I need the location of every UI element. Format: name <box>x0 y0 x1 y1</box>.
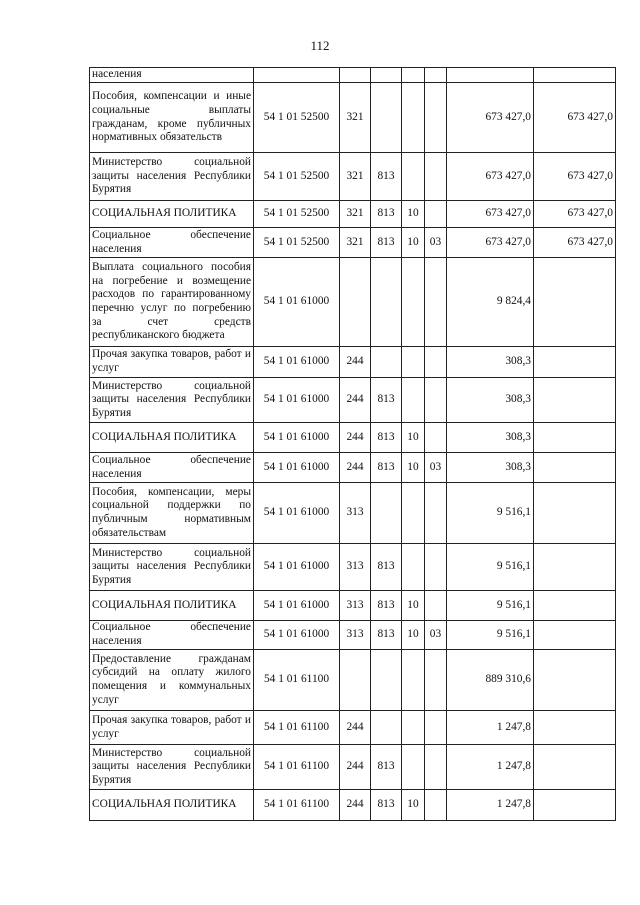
subsection-cell <box>425 483 447 544</box>
subsection-cell <box>425 258 447 347</box>
amount-cell: 889 310,6 <box>447 650 534 711</box>
expense-name-cell: Социальное обеспечение населения <box>90 228 254 258</box>
expense-name-cell: СОЦИАЛЬНАЯ ПОЛИТИКА <box>90 423 254 453</box>
target-article-code-cell: 54 1 01 61000 <box>254 423 340 453</box>
expense-type-cell: 244 <box>340 711 371 745</box>
ministry-code-cell: 813 <box>371 591 402 621</box>
expense-type-cell: 321 <box>340 228 371 258</box>
target-article-code-cell <box>254 68 340 83</box>
section-cell: 10 <box>402 790 425 821</box>
expense-type-cell: 244 <box>340 453 371 483</box>
subsection-cell <box>425 83 447 153</box>
target-article-code-cell: 54 1 01 61000 <box>254 591 340 621</box>
section-cell <box>402 711 425 745</box>
table-row <box>90 423 616 453</box>
amount-cell: 9 824,4 <box>447 258 534 347</box>
subsection-cell <box>425 591 447 621</box>
expense-type-cell: 313 <box>340 483 371 544</box>
expense-type-cell <box>340 650 371 711</box>
target-article-code-cell: 54 1 01 61000 <box>254 544 340 591</box>
target-article-code-cell: 54 1 01 52500 <box>254 201 340 228</box>
expense-type-cell: 313 <box>340 544 371 591</box>
subsection-cell <box>425 347 447 378</box>
amount-cell: 9 516,1 <box>447 483 534 544</box>
section-cell <box>402 650 425 711</box>
subsection-cell <box>425 790 447 821</box>
section-cell: 10 <box>402 591 425 621</box>
ministry-code-cell <box>371 483 402 544</box>
ministry-code-cell <box>371 68 402 83</box>
expense-type-cell: 321 <box>340 83 371 153</box>
target-article-code-cell: 54 1 01 61100 <box>254 745 340 790</box>
amount-2-cell: 673 427,0 <box>534 228 616 258</box>
amount-2-cell <box>534 621 616 650</box>
amount-cell: 1 247,8 <box>447 711 534 745</box>
expense-name-cell: Пособия, компенсации, меры социальной поддержки по публичным нормативным обязательствам <box>90 483 254 544</box>
amount-cell: 9 516,1 <box>447 591 534 621</box>
amount-cell: 673 427,0 <box>447 83 534 153</box>
section-cell <box>402 83 425 153</box>
table-row <box>90 745 616 790</box>
amount-cell: 1 247,8 <box>447 790 534 821</box>
expense-name-cell: Выплата социального пособия на погребение и возмещение расходов по гарантированному перечню услуг по погребению за счет средств республиканского бюджета <box>90 258 254 347</box>
section-cell: 10 <box>402 453 425 483</box>
amount-cell: 308,3 <box>447 378 534 423</box>
section-cell <box>402 378 425 423</box>
expense-name-cell: Пособия, компенсации и иные социальные выплаты гражданам, кроме публичных нормативных обязательств <box>90 83 254 153</box>
target-article-code-cell: 54 1 01 61000 <box>254 347 340 378</box>
expense-type-cell: 244 <box>340 378 371 423</box>
amount-cell <box>447 68 534 83</box>
target-article-code-cell: 54 1 01 61100 <box>254 711 340 745</box>
amount-2-cell <box>534 544 616 591</box>
expense-type-cell <box>340 68 371 83</box>
ministry-code-cell <box>371 347 402 378</box>
amount-2-cell: 673 427,0 <box>534 201 616 228</box>
ministry-code-cell <box>371 258 402 347</box>
ministry-code-cell: 813 <box>371 621 402 650</box>
section-cell <box>402 544 425 591</box>
amount-2-cell <box>534 711 616 745</box>
ministry-code-cell: 813 <box>371 790 402 821</box>
target-article-code-cell: 54 1 01 61000 <box>254 378 340 423</box>
subsection-cell <box>425 711 447 745</box>
table-row <box>90 68 616 83</box>
section-cell <box>402 258 425 347</box>
page-number: 112 <box>310 38 330 53</box>
amount-cell: 1 247,8 <box>447 745 534 790</box>
table-row <box>90 453 616 483</box>
table-row <box>90 83 616 153</box>
amount-cell: 308,3 <box>447 423 534 453</box>
ministry-code-cell: 813 <box>371 745 402 790</box>
ministry-code-cell: 813 <box>371 153 402 201</box>
section-cell <box>402 347 425 378</box>
expense-name-cell: Предоставление гражданам субсидий на оплату жилого помещения и коммунальных услуг <box>90 650 254 711</box>
amount-2-cell <box>534 790 616 821</box>
section-cell <box>402 68 425 83</box>
expense-type-cell: 321 <box>340 153 371 201</box>
table-row <box>90 591 616 621</box>
amount-2-cell <box>534 423 616 453</box>
amount-2-cell: 673 427,0 <box>534 153 616 201</box>
subsection-cell <box>425 650 447 711</box>
table-row <box>90 153 616 201</box>
target-article-code-cell: 54 1 01 52500 <box>254 228 340 258</box>
subsection-cell: 03 <box>425 621 447 650</box>
amount-2-cell <box>534 453 616 483</box>
amount-2-cell <box>534 483 616 544</box>
table-row <box>90 378 616 423</box>
amount-2-cell: 673 427,0 <box>534 83 616 153</box>
amount-cell: 9 516,1 <box>447 621 534 650</box>
section-cell: 10 <box>402 201 425 228</box>
amount-2-cell <box>534 68 616 83</box>
subsection-cell <box>425 745 447 790</box>
subsection-cell <box>425 378 447 423</box>
expense-name-cell: Социальное обеспечение населения <box>90 453 254 483</box>
expense-type-cell: 244 <box>340 347 371 378</box>
ministry-code-cell: 813 <box>371 544 402 591</box>
ministry-code-cell: 813 <box>371 453 402 483</box>
expense-name-cell: Министерство социальной защиты населения Республики Бурятия <box>90 153 254 201</box>
section-cell: 10 <box>402 423 425 453</box>
amount-cell: 673 427,0 <box>447 201 534 228</box>
amount-cell: 673 427,0 <box>447 153 534 201</box>
target-article-code-cell: 54 1 01 61000 <box>254 621 340 650</box>
table-row <box>90 201 616 228</box>
table-row <box>90 711 616 745</box>
ministry-code-cell <box>371 83 402 153</box>
expense-name-cell: СОЦИАЛЬНАЯ ПОЛИТИКА <box>90 591 254 621</box>
amount-2-cell <box>534 258 616 347</box>
expense-name-cell: СОЦИАЛЬНАЯ ПОЛИТИКА <box>90 790 254 821</box>
subsection-cell <box>425 153 447 201</box>
expense-type-cell: 313 <box>340 621 371 650</box>
expense-type-cell <box>340 258 371 347</box>
expense-name-cell: Министерство социальной защиты населения Республики Бурятия <box>90 745 254 790</box>
section-cell <box>402 745 425 790</box>
ministry-code-cell: 813 <box>371 228 402 258</box>
table-row <box>90 483 616 544</box>
expense-name-cell: Прочая закупка товаров, работ и услуг <box>90 711 254 745</box>
target-article-code-cell: 54 1 01 52500 <box>254 83 340 153</box>
table-row <box>90 621 616 650</box>
expense-name-cell: Министерство социальной защиты населения Республики Бурятия <box>90 378 254 423</box>
expense-name-cell: Министерство социальной защиты населения Республики Бурятия <box>90 544 254 591</box>
ministry-code-cell: 813 <box>371 378 402 423</box>
subsection-cell <box>425 201 447 228</box>
table-row <box>90 544 616 591</box>
section-cell <box>402 153 425 201</box>
section-cell: 10 <box>402 621 425 650</box>
subsection-cell <box>425 544 447 591</box>
section-cell <box>402 483 425 544</box>
budget-table <box>89 67 616 821</box>
target-article-code-cell: 54 1 01 61000 <box>254 453 340 483</box>
expense-name-cell: населения <box>90 68 254 83</box>
expense-name-cell: Прочая закупка товаров, работ и услуг <box>90 347 254 378</box>
table-row <box>90 790 616 821</box>
table-row <box>90 258 616 347</box>
target-article-code-cell: 54 1 01 61100 <box>254 650 340 711</box>
ministry-code-cell: 813 <box>371 201 402 228</box>
amount-cell: 673 427,0 <box>447 228 534 258</box>
amount-2-cell <box>534 378 616 423</box>
expense-name-cell: Социальное обеспечение населения <box>90 621 254 650</box>
subsection-cell: 03 <box>425 453 447 483</box>
target-article-code-cell: 54 1 01 61100 <box>254 790 340 821</box>
expense-type-cell: 321 <box>340 201 371 228</box>
expense-type-cell: 244 <box>340 745 371 790</box>
amount-2-cell <box>534 347 616 378</box>
subsection-cell <box>425 68 447 83</box>
amount-cell: 9 516,1 <box>447 544 534 591</box>
table-row <box>90 650 616 711</box>
target-article-code-cell: 54 1 01 61000 <box>254 483 340 544</box>
subsection-cell <box>425 423 447 453</box>
expense-type-cell: 313 <box>340 591 371 621</box>
amount-2-cell <box>534 745 616 790</box>
target-article-code-cell: 54 1 01 52500 <box>254 153 340 201</box>
ministry-code-cell: 813 <box>371 423 402 453</box>
table-row <box>90 347 616 378</box>
expense-name-cell: СОЦИАЛЬНАЯ ПОЛИТИКА <box>90 201 254 228</box>
ministry-code-cell <box>371 650 402 711</box>
expense-type-cell: 244 <box>340 790 371 821</box>
amount-2-cell <box>534 591 616 621</box>
amount-2-cell <box>534 650 616 711</box>
amount-cell: 308,3 <box>447 453 534 483</box>
ministry-code-cell <box>371 711 402 745</box>
subsection-cell: 03 <box>425 228 447 258</box>
target-article-code-cell: 54 1 01 61000 <box>254 258 340 347</box>
section-cell: 10 <box>402 228 425 258</box>
amount-cell: 308,3 <box>447 347 534 378</box>
table-row <box>90 228 616 258</box>
expense-type-cell: 244 <box>340 423 371 453</box>
